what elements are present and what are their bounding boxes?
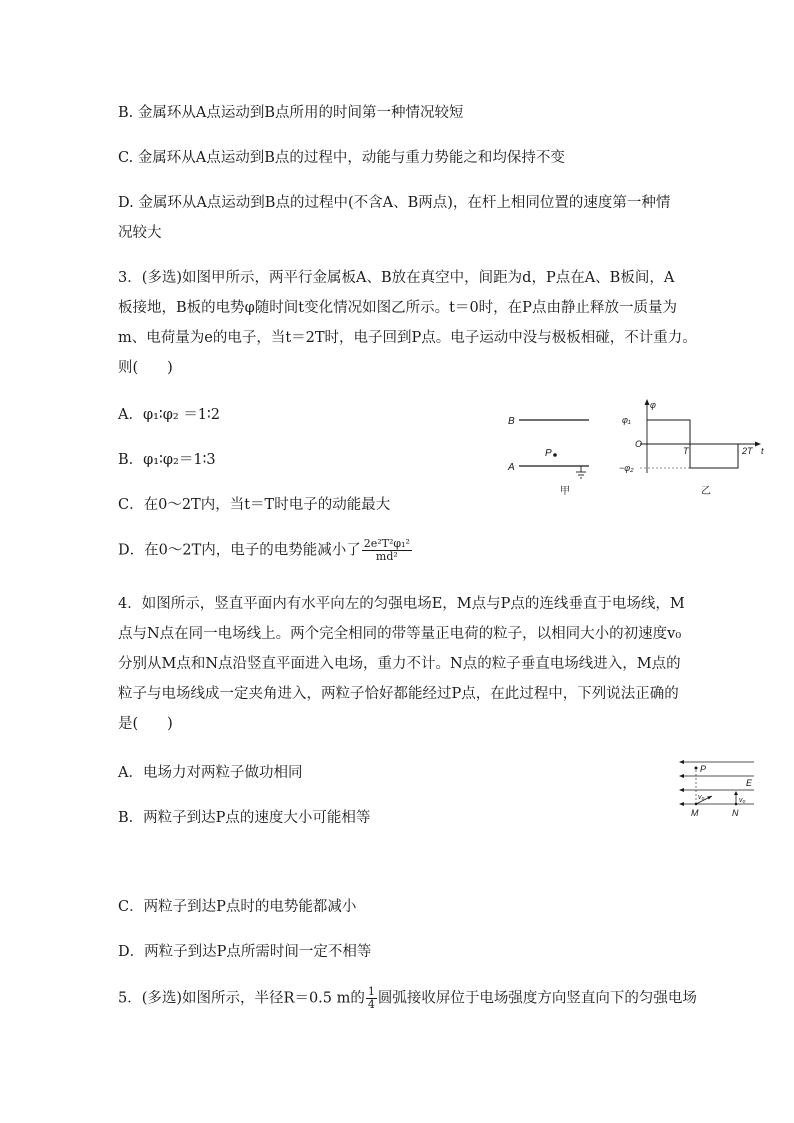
- q3-stem-line4: 则( ): [118, 360, 173, 376]
- point-p-dot: [695, 767, 698, 770]
- velocity-m-label: v₀: [698, 794, 705, 801]
- q5-text-prefix: 5．(多选)如图所示，半径R＝0.5 m的: [118, 990, 365, 1007]
- q5-fraction-numerator: 1: [367, 985, 375, 998]
- q2-option-d-line2: 况较大: [118, 225, 162, 241]
- ground-icon: [576, 466, 586, 478]
- q4-option-a: A．电场力对两粒子做功相同: [118, 765, 303, 781]
- q3-fraction-denominator: md²: [375, 550, 398, 563]
- phi1-label: φ₁: [622, 415, 631, 425]
- velocity-n-arrow-icon: [734, 791, 738, 795]
- point-p-field-label: P: [700, 764, 707, 774]
- q4-option-d: D．两粒子到达P点所需时间一定不相等: [118, 944, 372, 960]
- figure-jia-plates: [505, 408, 605, 500]
- t-mark-T: T: [683, 446, 689, 456]
- q3-option-b: B．φ₁∶φ₂＝1∶3: [118, 452, 216, 468]
- q5-stem-line1: [118, 986, 697, 1011]
- q3-option-d-text: D．在0～2T内，电子的电势能减小了: [118, 542, 361, 559]
- q3-fraction-numerator: 2e²T²φ₁²: [363, 537, 410, 550]
- q3-option-a: A．φ₁∶φ₂ ＝1∶2: [118, 407, 221, 423]
- field-arrow-icons: [679, 760, 684, 806]
- point-n-dot: [735, 803, 738, 806]
- point-n-label: N: [732, 808, 739, 818]
- q5-fraction-denominator: 4: [367, 998, 375, 1011]
- point-m-dot: [695, 803, 698, 806]
- q2-option-c: C. 金属环从A点运动到B点的过程中，动能与重力势能之和均保持不变: [118, 150, 565, 166]
- q3-option-c: C．在0～2T内，当t＝T时电子的动能最大: [118, 497, 391, 513]
- origin-label: O: [635, 439, 643, 449]
- q4-stem-line1: 4．如图所示，竖直平面内有水平向左的匀强电场E，M点与P点的连线垂直于电场线，M: [118, 596, 685, 612]
- neg-phi2-label: −φ₂: [619, 463, 634, 473]
- figure-yi-graph: [618, 397, 768, 501]
- q3-stem-line3: m、电荷量为e的电子，当t＝2T时，电子回到P点。电子运动中没与极板相碰，不计重力。: [118, 330, 697, 346]
- q4-stem-line4: 粒子与电场线成一定夹角进入，两粒子恰好都能经过P点，在此过程中，下列说法正确的: [118, 686, 679, 702]
- q4-option-c: C．两粒子到达P点时的电势能都减小: [118, 899, 357, 915]
- q3-option-d-fraction: [362, 538, 412, 563]
- y-axis-arrow-icon: [645, 399, 650, 405]
- q3-option-d: [118, 538, 413, 563]
- point-m-label: M: [691, 808, 699, 818]
- figure-electric-field: [676, 756, 760, 820]
- point-p-label: P: [545, 448, 552, 459]
- plate-a-label: A: [508, 462, 515, 473]
- velocity-n-label: v₀: [739, 797, 746, 804]
- q5-quarter-fraction: [366, 986, 377, 1011]
- field-e-label: E: [746, 778, 753, 788]
- q4-stem-line5: 是( ): [118, 716, 173, 732]
- q2-option-b: B. 金属环从A点运动到B点所用的时间第一种情况较短: [118, 105, 464, 121]
- q5-text-suffix: 圆弧接收屏位于电场强度方向竖直向下的匀强电场: [377, 990, 697, 1007]
- q4-option-b: B．两粒子到达P点的速度大小可能相等: [118, 810, 371, 826]
- t-mark-2T: 2T: [742, 446, 753, 456]
- figure-yi-caption: 乙: [701, 486, 711, 497]
- figure-jia-caption: 甲: [560, 486, 570, 497]
- q4-stem-line3: 分别从M点和N点沿竖直平面进入电场，重力不计。N点的粒子垂直电场线进入，M点的: [118, 656, 681, 672]
- y-axis-label: φ: [650, 400, 656, 410]
- q4-stem-line2: 点与N点在同一电场线上。两个完全相同的带等量正电荷的粒子，以相同大小的初速度v₀: [118, 626, 682, 642]
- t-axis-label: t: [761, 446, 764, 456]
- plate-b-label: B: [508, 416, 515, 427]
- q2-option-d-line1: D. 金属环从A点运动到B点的过程中(不含A、B两点)，在杆上相同位置的速度第一种情: [118, 195, 671, 211]
- q3-stem-line2: 板接地，B板的电势φ随时间t变化情况如图乙所示。t＝0时，在P点由静止释放一质量为: [118, 300, 677, 316]
- q3-stem-line1: 3．(多选)如图甲所示，两平行金属板A、B放在真空中，间距为d，P点在A、B板间，A: [118, 270, 675, 286]
- point-p: [553, 453, 557, 457]
